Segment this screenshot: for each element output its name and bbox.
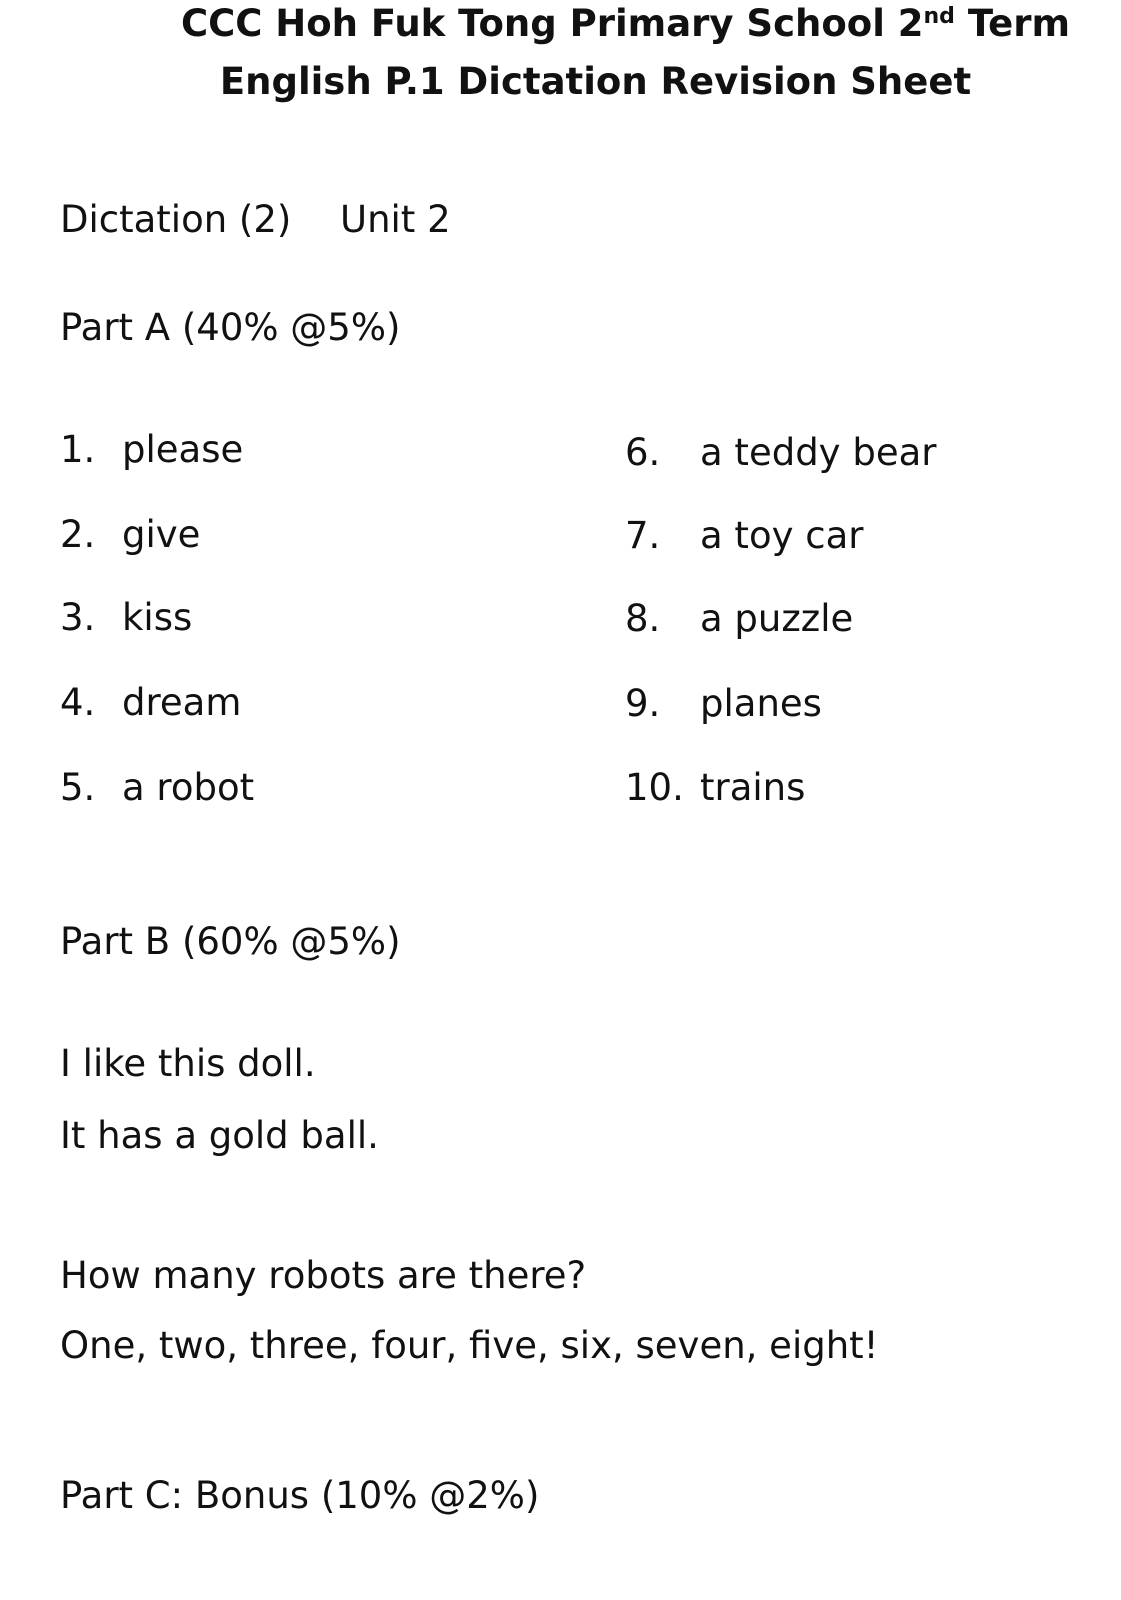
item-number: 6. <box>625 431 661 474</box>
item-number: 5. <box>60 766 96 809</box>
school-title <box>0 2 1121 45</box>
item-number: 2. <box>60 513 96 556</box>
unit-label: Unit 2 <box>340 198 451 241</box>
item-number: 1. <box>60 428 96 471</box>
item-word: a robot <box>122 766 255 809</box>
item-word: give <box>122 513 201 556</box>
item-number: 7. <box>625 514 661 557</box>
part-c-heading: Part C: Bonus (10% @2%) <box>60 1474 540 1517</box>
item-word: kiss <box>122 596 193 639</box>
item-word: a teddy bear <box>700 431 937 474</box>
item-word: trains <box>700 766 806 809</box>
item-word: dream <box>122 681 242 724</box>
part-a-heading: Part A (40% @5%) <box>60 306 401 349</box>
item-word: a puzzle <box>700 597 854 640</box>
item-word: a toy car <box>700 514 864 557</box>
item-number: 3. <box>60 596 96 639</box>
school-title-main: CCC Hoh Fuk Tong Primary School 2 <box>180 2 924 45</box>
part-b-sentence: One, two, three, four, five, six, seven, eight! <box>60 1324 879 1367</box>
school-title-superscript: nd <box>923 4 955 29</box>
item-number: 10. <box>625 766 684 809</box>
item-word: planes <box>700 682 822 725</box>
item-word: please <box>122 428 244 471</box>
part-b-sentence: It has a gold ball. <box>60 1114 379 1157</box>
sheet-title: English P.1 Dictation Revision Sheet <box>219 60 972 103</box>
part-b-sentence: How many robots are there? <box>60 1254 587 1297</box>
school-title-term: Term <box>954 2 1071 45</box>
dictation-label: Dictation (2) <box>60 198 292 241</box>
part-b-sentence: I like this doll. <box>60 1042 316 1085</box>
part-b-heading: Part B (60% @5%) <box>60 920 401 963</box>
item-number: 4. <box>60 681 96 724</box>
item-number: 8. <box>625 597 661 640</box>
item-number: 9. <box>625 682 661 725</box>
